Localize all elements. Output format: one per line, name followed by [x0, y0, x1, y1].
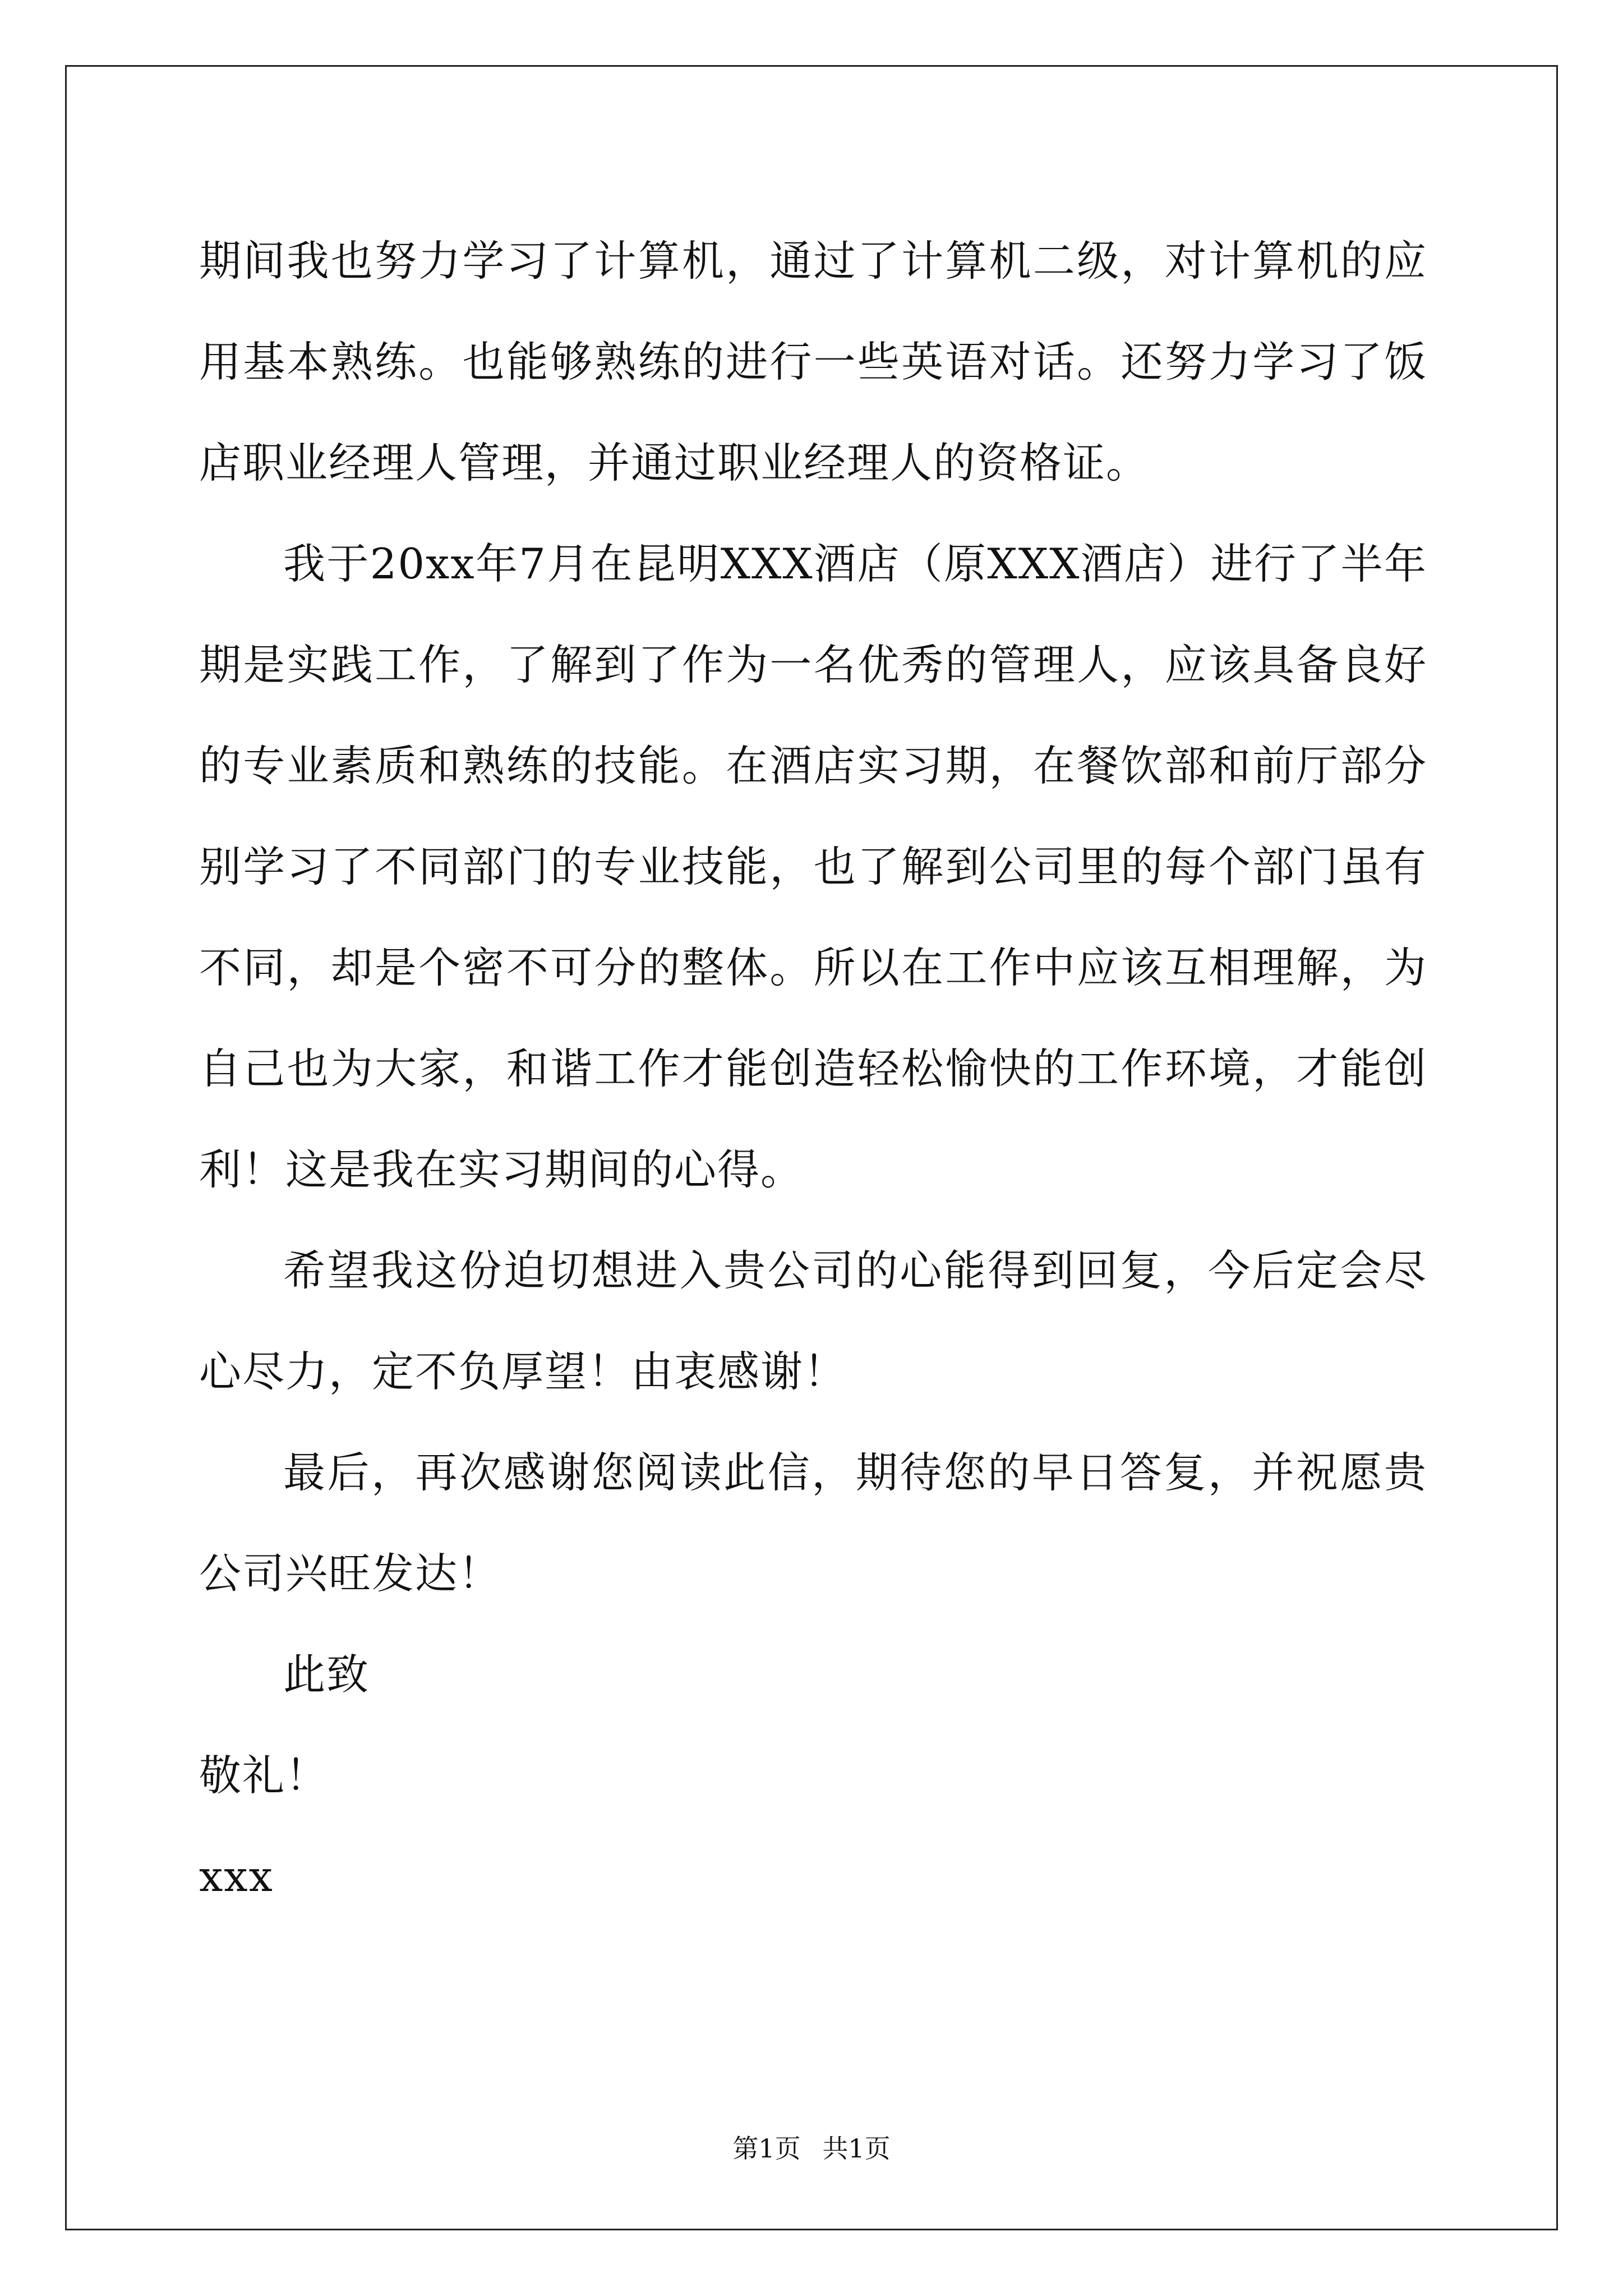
- signature: xxx: [199, 1852, 274, 1901]
- paragraph-internship: 我于20xx年7月在昆明XXX酒店（原XXX酒店）进行了半年期是实践工作，了解到了作为一名优秀的管理人，应该具备良好的专业素质和熟练的技能。在酒店实习期，在餐饮部和前厅部分别学习了不同部门的专业技能，也了解到公司里的每个部门虽有不同，却是个密不可分的整体。所以在工作中应该互相理解，为自己也为大家，和谐工作才能创造轻松愉快的工作环境，才能创利！这是我在实习期间的心得。: [199, 539, 1427, 1194]
- page-number: 第1页: [732, 2133, 801, 2164]
- paragraph-hope: 希望我这份迫切想进入贵公司的心能得到回复，今后定会尽心尽力，定不负厚望！由衷感谢！: [199, 1246, 1427, 1396]
- page-total: 共1页: [822, 2133, 891, 2164]
- closing-regards: 敬礼！: [199, 1751, 329, 1800]
- paragraph-skills: 期间我也努力学习了计算机，通过了计算机二级，对计算机的应用基本熟练。也能够熟练的进行一些英语对话。还努力学习了饭店职业经理人管理，并通过职业经理人的资格证。: [199, 236, 1427, 487]
- paragraph-thanks: 最后，再次感谢您阅读此信，期待您的早日答复，并祝愿贵公司兴旺发达！: [199, 1448, 1427, 1598]
- letter-body: [199, 210, 1427, 1927]
- closing-salutation: 此致: [283, 1650, 370, 1699]
- page-footer: [0, 2132, 1623, 2165]
